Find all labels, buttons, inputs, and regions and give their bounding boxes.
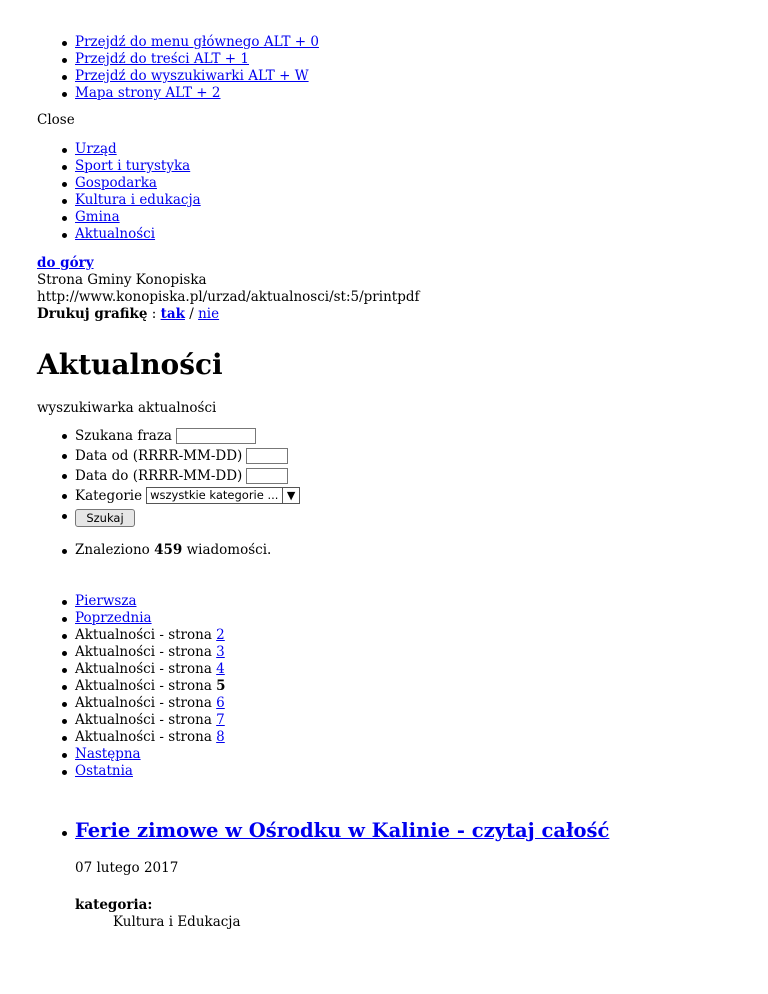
pager-page-link[interactable]: 2: [216, 627, 225, 643]
pagination: [0, 593, 768, 780]
print-graphics-label: Drukuj grafikę: [37, 306, 148, 322]
pager-item: [75, 661, 768, 678]
category-label: Kategorie: [75, 488, 143, 504]
pager-page-label: Aktualności - strona: [75, 712, 217, 728]
pager-first-link[interactable]: Pierwsza: [75, 593, 137, 609]
date-from-row: [75, 446, 768, 466]
news-category-value: Kultura i Edukacja: [113, 914, 241, 930]
pager-item: [75, 729, 768, 746]
main-menu-item: [75, 209, 768, 226]
search-submit-button[interactable]: Szukaj: [75, 509, 135, 527]
skip-link-item: [75, 68, 768, 85]
pager-item: [75, 746, 768, 763]
search-caption: wyszukiwarka aktualności: [37, 400, 217, 416]
pager-page-label: Aktualności - strona: [75, 695, 217, 711]
menu-link-sport[interactable]: Sport i turystyka: [75, 158, 191, 174]
pager-page-label: Aktualności - strona: [75, 729, 217, 745]
pager-prev-link[interactable]: Poprzednia: [75, 610, 152, 626]
menu-link-kultura[interactable]: Kultura i edukacja: [75, 192, 201, 208]
search-form: [0, 426, 768, 526]
print-graphics-no-link[interactable]: nie: [198, 306, 220, 322]
skip-links: [0, 34, 768, 102]
menu-link-aktualnosci[interactable]: Aktualności: [75, 226, 156, 242]
news-date: 07 lutego 2017: [75, 860, 179, 876]
menu-link-gmina[interactable]: Gmina: [75, 209, 120, 225]
results-summary: [0, 542, 768, 559]
pager-item: [75, 695, 768, 712]
print-graphics-yes-link[interactable]: tak: [160, 306, 185, 322]
main-menu-item: [75, 141, 768, 158]
date-from-label: Data od (RRRR-MM-DD): [75, 448, 243, 464]
print-graphics-colon: :: [147, 306, 161, 322]
main-menu-item: [75, 158, 768, 175]
results-count: 459: [154, 542, 183, 558]
pager-last-link[interactable]: Ostatnia: [75, 763, 133, 779]
results-prefix: Znaleziono: [75, 542, 155, 558]
news-category-label: kategoria:: [75, 897, 153, 913]
date-to-row: [75, 466, 768, 486]
pager-item: [75, 610, 768, 627]
pager-page-link[interactable]: 7: [216, 712, 225, 728]
close-label[interactable]: Close: [37, 112, 75, 128]
skip-to-content-link[interactable]: Przejdź do treści ALT + 1: [75, 51, 249, 67]
pager-item: [75, 712, 768, 729]
skip-to-search-link[interactable]: Przejdź do wyszukiwarki ALT + W: [75, 68, 309, 84]
print-graphics-separator: /: [184, 306, 199, 322]
pager-page-label: Aktualności - strona: [75, 644, 217, 660]
main-menu-item: [75, 226, 768, 243]
news-list: [0, 818, 768, 931]
pager-page-link[interactable]: 3: [216, 644, 225, 660]
pager-item: [75, 678, 768, 695]
skip-link-item: [75, 34, 768, 51]
category-row: [75, 486, 768, 506]
skip-link-item: [75, 51, 768, 68]
pager-item: [75, 644, 768, 661]
date-to-input[interactable]: [246, 468, 288, 484]
pager-page-label: Aktualności - strona: [75, 678, 217, 694]
sitemap-link[interactable]: Mapa strony ALT + 2: [75, 85, 221, 101]
pager-item: [75, 763, 768, 780]
skip-to-menu-link[interactable]: Przejdź do menu głównego ALT + 0: [75, 34, 319, 50]
pager-item: [75, 627, 768, 644]
main-menu-item: [75, 175, 768, 192]
site-name: Strona Gminy Konopiska: [37, 272, 207, 288]
pager-next-link[interactable]: Następna: [75, 746, 141, 762]
results-suffix: wiadomości.: [182, 542, 272, 558]
date-to-label: Data do (RRRR-MM-DD): [75, 468, 243, 484]
pager-page-label: Aktualności - strona: [75, 661, 217, 677]
page-url: http://www.konopiska.pl/urzad/aktualnosci/st:5/printpdf: [37, 289, 420, 305]
page-title: Aktualności: [37, 348, 223, 381]
menu-link-gospodarka[interactable]: Gospodarka: [75, 175, 157, 191]
pager-item: [75, 593, 768, 610]
skip-link-item: [75, 85, 768, 102]
date-from-input[interactable]: [246, 448, 288, 464]
search-phrase-label: Szukana fraza: [75, 428, 172, 444]
category-selected-value: wszystkie kategorie ...: [150, 488, 279, 502]
top-link-row: [37, 255, 768, 272]
main-menu: [0, 141, 768, 243]
pager-current-page: 5: [216, 678, 226, 694]
submit-row: [75, 506, 768, 526]
pager-page-link[interactable]: 4: [216, 661, 225, 677]
main-menu-item: [75, 192, 768, 209]
pager-page-link[interactable]: 6: [216, 695, 225, 711]
news-title-link[interactable]: Ferie zimowe w Ośrodku w Kalinie - czytaj całość: [75, 819, 610, 842]
search-phrase-input[interactable]: [176, 428, 256, 444]
pager-page-label: Aktualności - strona: [75, 627, 217, 643]
results-count-item: [75, 542, 768, 559]
print-graphics-row: [37, 306, 768, 323]
search-phrase-row: [75, 426, 768, 446]
category-select[interactable]: [146, 487, 300, 504]
back-to-top-link[interactable]: do góry: [37, 255, 94, 271]
menu-link-urzad[interactable]: Urząd: [75, 141, 117, 157]
news-item: [75, 818, 768, 931]
pager-page-link[interactable]: 8: [216, 729, 225, 745]
chevron-down-icon[interactable]: ▼: [282, 488, 299, 503]
